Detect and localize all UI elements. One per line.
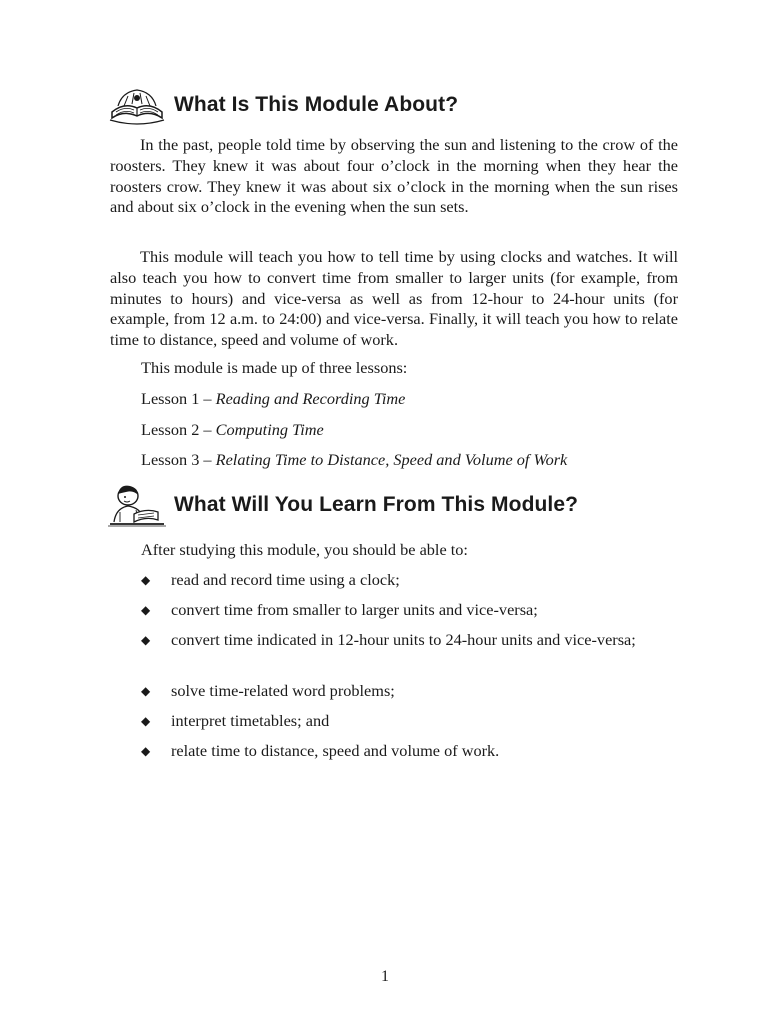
bullet-diamond-icon: ◆ (141, 603, 151, 617)
list-item (141, 681, 661, 701)
student-reading-icon (106, 482, 168, 528)
lessons-intro: This module is made up of three lessons: (141, 358, 408, 377)
open-book-icon (106, 82, 168, 128)
lesson-label: Lesson 2 – (141, 420, 216, 439)
list-item-text: solve time-related word problems; (171, 681, 395, 700)
lesson-title: Relating Time to Distance, Speed and Volume of Work (215, 450, 568, 469)
lesson-label: Lesson 3 – (141, 450, 216, 469)
paragraph: In the past, people told time by observing the sun and listening to the crow of the roosters. They knew it was about four o’clock in the morning when they hear the roosters crow. They knew it was about six o’clock in the morning when the sun rises and about six o’clock in the evening when the sun sets. (110, 135, 678, 217)
list-item (141, 600, 661, 620)
lesson-label: Lesson 1 – (141, 389, 216, 408)
bullet-diamond-icon: ◆ (141, 633, 151, 647)
list-item-text: relate time to distance, speed and volume of work. (171, 741, 500, 760)
list-item (141, 711, 661, 731)
bullet-diamond-icon: ◆ (141, 573, 151, 587)
list-item-text: interpret timetables; and (171, 711, 330, 730)
list-item (141, 741, 661, 761)
paragraph: This module will teach you how to tell time by using clocks and watches. It will also teach you how to convert time from smaller to larger units (for example, from minutes to hours) and vice-versa as well as from 12-hour to 24-hour units (for example, from 12 a.m. to 24:00) and vice-versa. Finally, it will teach you how to relate time to distance, speed and volume of work. (110, 247, 678, 350)
lesson-title: Computing Time (215, 420, 324, 439)
section-heading-about (106, 82, 458, 128)
section-title: What Will You Learn From This Module? (174, 493, 579, 516)
page-number: 1 (381, 968, 389, 985)
section-title: What Is This Module About? (174, 93, 459, 116)
lesson-item (141, 420, 324, 440)
section-heading-learn (106, 482, 578, 528)
list-item-text: convert time indicated in 12-hour units to 24-hour units and vice-versa; (171, 630, 636, 649)
bullet-diamond-icon: ◆ (141, 684, 151, 698)
lesson-item (141, 450, 567, 470)
lesson-item (141, 389, 405, 409)
list-item (141, 570, 661, 590)
bullet-diamond-icon: ◆ (141, 744, 151, 758)
bullet-diamond-icon: ◆ (141, 714, 151, 728)
objectives-intro: After studying this module, you should be able to: (141, 540, 468, 559)
list-item-text: read and record time using a clock; (171, 570, 400, 589)
lesson-title: Reading and Recording Time (215, 389, 406, 408)
list-item-text: convert time from smaller to larger units and vice-versa; (171, 600, 538, 619)
list-item (141, 630, 661, 650)
